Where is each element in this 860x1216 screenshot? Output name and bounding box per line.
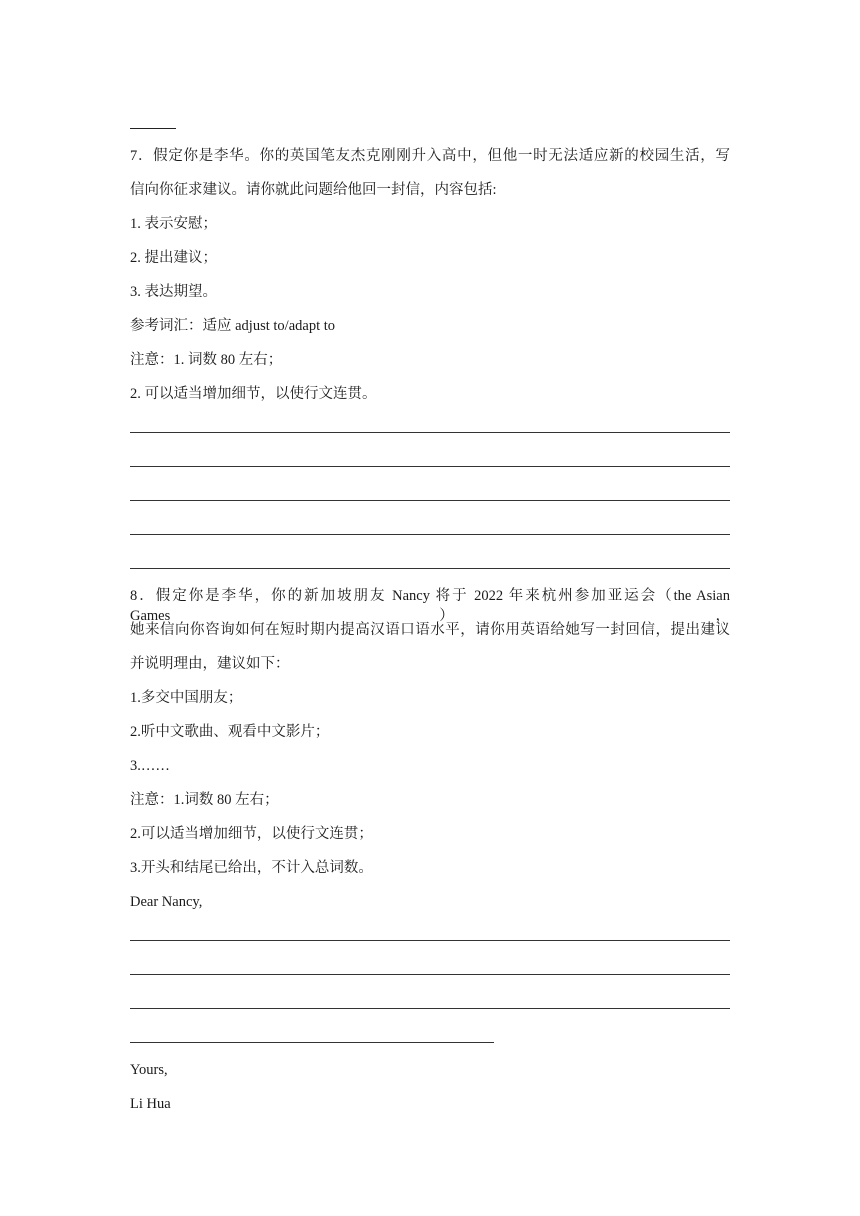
answer-line-fragment bbox=[130, 128, 176, 129]
q7-item-1: 1. 表示安慰； bbox=[130, 216, 217, 232]
q8-closing: Yours, bbox=[130, 1062, 168, 1078]
q8-prompt-line-2: 她来信向你咨询如何在短时期内提高汉语口语水平，请你用英语给她写一封回信，提出建议 bbox=[130, 622, 730, 638]
q7-answer-line-2[interactable] bbox=[130, 466, 730, 467]
q8-item-2: 2.听中文歌曲、观看中文影片； bbox=[130, 724, 330, 740]
q7-item-3: 3. 表达期望。 bbox=[130, 284, 217, 300]
q7-item-2: 2. 提出建议； bbox=[130, 250, 217, 266]
q8-answer-line-1[interactable] bbox=[130, 940, 730, 941]
q8-signature: Li Hua bbox=[130, 1096, 171, 1112]
q8-answer-line-3[interactable] bbox=[130, 1008, 730, 1009]
q8-note-1: 注意：1.词数 80 左右； bbox=[130, 792, 279, 808]
q8-note-3: 3.开头和结尾已给出，不计入总词数。 bbox=[130, 860, 373, 876]
q8-item-3: 3.…… bbox=[130, 758, 170, 774]
q8-greeting: Dear Nancy, bbox=[130, 894, 203, 910]
q8-answer-line-4[interactable] bbox=[130, 1042, 494, 1043]
q8-prompt-line-3: 并说明理由，建议如下： bbox=[130, 656, 290, 672]
q7-prompt-line-2: 信向你征求建议。请你就此问题给他回一封信，内容包括: bbox=[130, 182, 497, 198]
q8-item-1: 1.多交中国朋友； bbox=[130, 690, 243, 706]
q7-answer-line-3[interactable] bbox=[130, 500, 730, 501]
q8-note-2: 2.可以适当增加细节，以使行文连贯； bbox=[130, 826, 373, 842]
q7-note-1: 注意：1. 词数 80 左右； bbox=[130, 352, 283, 368]
q7-answer-line-5[interactable] bbox=[130, 568, 730, 569]
q7-note-2: 2. 可以适当增加细节，以使行文连贯。 bbox=[130, 386, 377, 402]
q7-vocab: 参考词汇：适应 adjust to/adapt to bbox=[130, 318, 335, 334]
q7-answer-line-1[interactable] bbox=[130, 432, 730, 433]
q7-prompt-line-1: 7．假定你是李华。你的英国笔友杰克刚刚升入高中，但他一时无法适应新的校园生活，写 bbox=[130, 148, 730, 164]
q7-answer-line-4[interactable] bbox=[130, 534, 730, 535]
q8-answer-line-2[interactable] bbox=[130, 974, 730, 975]
q8-prompt-line-1: 8．假定你是李华，你的新加坡朋友 Nancy 将于 2022 年来杭州参加亚运会（the Asian Games）， bbox=[130, 588, 730, 624]
